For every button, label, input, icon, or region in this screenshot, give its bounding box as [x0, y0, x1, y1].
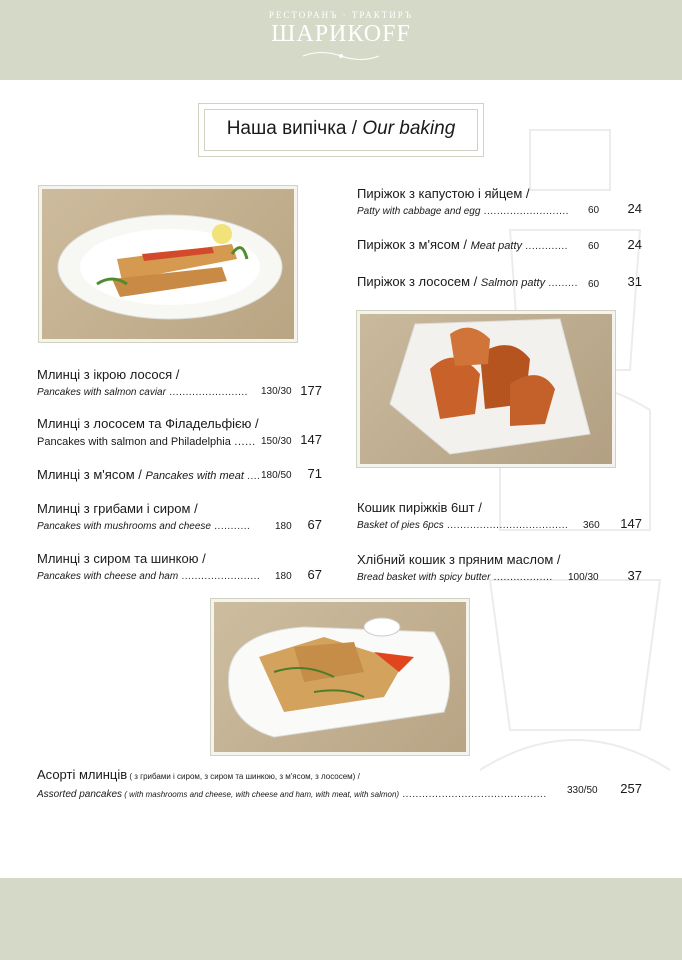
item-price: 147 [300, 432, 322, 447]
section-title [198, 118, 484, 140]
section-title-frame [198, 103, 484, 157]
item-name-en: Pancakes with salmon and Philadelphia [37, 436, 231, 448]
leader-dots: .................. [490, 572, 553, 583]
item-name-ua: Млинці з грибами і сиром / [37, 501, 198, 516]
photo-basket-of-pies [356, 310, 616, 468]
item-weight: 180 [275, 571, 292, 582]
leader-dots: ......... [545, 278, 578, 289]
item-note-ua: ( з грибами і сиром, з сиром та шинкою, з м'ясом, з лососем) / [127, 772, 360, 781]
basket-image [360, 314, 612, 464]
leader-dots: ............................................ [399, 789, 547, 800]
leader-dots: ........................ [165, 387, 248, 398]
item-name-ua: Пиріжок з лососем / [357, 274, 481, 289]
section-title-en: Our baking [362, 118, 456, 139]
menu-item-bread-basket [357, 552, 560, 586]
item-name-ua: Хлібний кошик з пряним маслом / [357, 552, 561, 567]
leader-dots: ..................................... [443, 520, 569, 531]
assorted-plate-image [214, 602, 466, 752]
item-price: 257 [620, 781, 642, 796]
item-name-en: Pancakes with mushrooms and cheese [37, 521, 211, 532]
leader-dots: ...... [230, 436, 256, 448]
item-name-en: Patty with cabbage and egg [357, 206, 481, 217]
photo-salmon-pancakes [38, 185, 298, 343]
menu-item-salmon-patty [357, 274, 578, 292]
item-price: 24 [627, 201, 642, 216]
item-name-en: Pancakes with meat [145, 470, 244, 482]
restaurant-logo [0, 10, 682, 63]
item-weight: 150/30 [261, 436, 292, 447]
photo-assorted-pancakes [210, 598, 470, 756]
item-price: 177 [300, 383, 322, 398]
menu-item-meat-patty [357, 237, 568, 255]
item-weight: 60 [588, 205, 600, 216]
menu-item-pancakes-meat [37, 467, 260, 485]
leader-dots: ........... [210, 521, 251, 532]
item-weight: 100/30 [568, 572, 599, 583]
item-weight: 360 [583, 520, 600, 531]
item-name-ua: Млинці з м'ясом / [37, 467, 146, 482]
item-weight: 60 [588, 279, 600, 290]
menu-item-pancakes-salmon-philadelphia [37, 416, 259, 450]
item-name-ua: Пиріжок з м'ясом / [357, 237, 471, 252]
item-note-en: ( with mashrooms and cheese, with cheese and ham, with meat, with salmon) [122, 790, 400, 799]
item-name-ua: Млинці з сиром та шинкою / [37, 551, 206, 566]
item-name-ua: Млинці з ікрою лосося / [37, 367, 180, 382]
item-name-en: Bread basket with spicy butter [357, 572, 491, 583]
item-weight: 180 [275, 521, 292, 532]
item-name-en: Pancakes with cheese and ham [37, 571, 179, 582]
menu-item-pancakes-mushrooms-cheese [37, 501, 250, 535]
item-price: 37 [627, 568, 642, 583]
plate-image [42, 189, 294, 339]
item-name-en: Assorted pancakes [37, 789, 123, 800]
menu-item-assorted-pancakes [37, 767, 547, 803]
item-name-ua: Млинці з лососем та Філадельфією / [37, 416, 259, 431]
item-price: 67 [307, 517, 322, 532]
item-price: 71 [307, 466, 322, 481]
footer-band [0, 878, 682, 960]
menu-item-pancakes-cheese-ham [37, 551, 260, 585]
item-name-en: Basket of pies 6pcs [357, 520, 444, 531]
ornament-icon [301, 49, 381, 63]
leader-dots: ........................ [178, 571, 261, 582]
item-name-en: Pancakes with salmon caviar [37, 387, 166, 398]
item-price: 31 [627, 274, 642, 289]
item-weight: 60 [588, 241, 600, 252]
item-name-en: Meat patty [470, 240, 522, 252]
leader-dots: .... [243, 471, 261, 482]
logo-subtitle: РЕСТОРАНЪ · ТРАКТИРЪ [268, 10, 414, 20]
leader-dots: .......................... [480, 206, 569, 217]
section-title-ua: Наша випічка / [226, 118, 363, 139]
item-weight: 130/30 [261, 386, 292, 397]
menu-item-basket-of-pies [357, 500, 568, 534]
item-weight: 180/50 [261, 470, 292, 481]
logo-brand: ШАРИКОFF [271, 21, 411, 47]
item-name-ua: Асорті млинців [37, 767, 128, 782]
item-price: 24 [627, 237, 642, 252]
menu-item-patty-cabbage-egg [357, 186, 569, 220]
item-price: 147 [620, 516, 642, 531]
leader-dots: ............. [522, 241, 568, 252]
item-name-en: Salmon patty [480, 277, 546, 289]
item-name-ua: Кошик пиріжків 6шт / [357, 500, 482, 515]
item-price: 67 [307, 567, 322, 582]
item-name-ua: Пиріжок з капустою і яйцем / [357, 186, 530, 201]
background-watermark [470, 110, 680, 850]
menu-item-pancakes-salmon-caviar [37, 367, 248, 401]
item-weight: 330/50 [567, 785, 598, 796]
